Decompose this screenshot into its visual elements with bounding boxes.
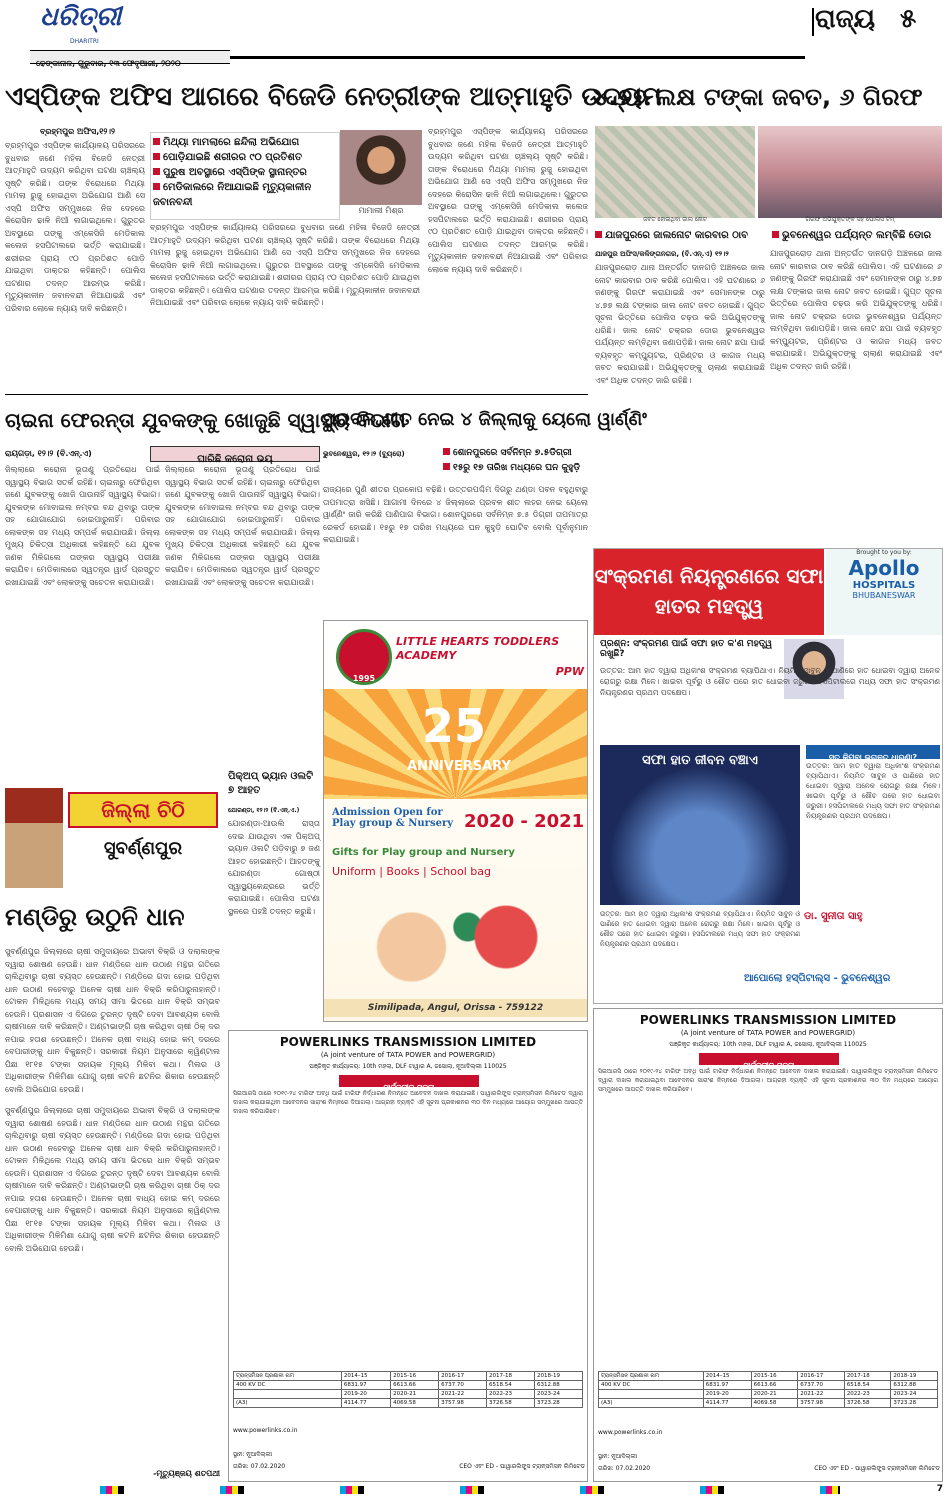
story2-photo-2 <box>758 126 942 218</box>
story1-bullet-4: ମେଡିକାଲରେ ନିଆଯାଇଛି ମୃତ୍ୟୁକାଳୀନ ଜବାନବନ୍ଦୀ <box>153 182 312 208</box>
table-cell: 3757.98 <box>439 1399 487 1408</box>
school-admission: Admission Open for Play group & Nursery <box>332 807 454 829</box>
notice-left-date: ତାରିଖ: 07.02.2020 <box>233 1463 286 1470</box>
table-cell: 2022-23 <box>487 1390 535 1399</box>
table-row <box>234 1372 583 1381</box>
school-badge-year: 1995 <box>352 674 376 683</box>
health-hospital: ଆପୋଲୋ ହସ୍ପିଟାଲ୍ସ - ଭୁବନେଶ୍ୱର <box>744 973 891 984</box>
notice-right-title-text: ସାର୍ବଜନୀନ ସୂଚନା <box>743 1061 795 1070</box>
school-address: Similipada, Angul, Orissa - 759122 <box>324 999 587 1017</box>
zilla-body: ସୁବର୍ଣ୍ଣପୁର ଜିଲ୍ଲାରେ ଚାଷୀ ସମୁଦାୟରେ ଅଭାବୀ ବିକ୍ରି ଓ ଦଲାଲଙ୍କ ଦ୍ୱାରା ଶୋଷଣ ହେଉଛି। ଧାନ ମଣ୍ଡିରେ ଧାନ ଉଠାଣ ମନ୍ଥର ଗତିରେ ଚାଲିଥିବାରୁ ଚାଷୀ ବ୍ୟସ୍ତ ହେଉଛନ୍ତି। ମଣ୍ଡିରେ ଗଦା ହୋଇ ପଡ଼ିଥିବା ଧାନ ଉଠାଣ ନହେବାରୁ ଅନେକ ଚାଷୀ ଧାନ ବିକ୍ରି କରିପାରୁନାହାନ୍ତି। ଟୋକନ ମିଳିଥିଲେ ମଧ୍ୟ ସମୟ ସୀମା ଭିତରେ ଧାନ ବିକ୍ରି ସମ୍ଭବ ହେଉନି। ପ୍ରଶାସନ ଏ ଦିଗରେ ତୁରନ୍ତ ଦୃଷ୍ଟି ଦେବା ଆବଶ୍ୟକ ବୋଲି ଚାଷୀମାନେ ଦାବି କରିଛନ୍ତି। ଅଣ୍ଟାଭାଙ୍ଗି ଚାଷ କରିଥିବା ଚାଷୀ ଠିକ୍ ଦର ନପାଇ ହତାଶ ହେଉଛନ୍ତି। ଅନେକ ଚାଷୀ ବାଧ୍ୟ ହୋଇ କମ୍ ଦରରେ ବେପାରୀଙ୍କୁ ଧାନ ବିକୁଛନ୍ତି। ସରକାରୀ ନିୟମ ଅନୁସାରେ କ୍ୱିଣ୍ଟାଲ ପିଛା ୧୮୧୫ ଟଙ୍କା ସହାୟକ ମୂଲ୍ୟ ମିଳିବା କଥା। ମିଲର ଓ ଅଧିକାରୀଙ୍କ ମିଳିମିଶା ଯୋଗୁ ଚାଷୀ କଟନି ଛଟନିର ଶିକାର ହେଉଛନ୍ତି ବୋଲି ଅଭିଯୋଗ ହେଉଛି। <box>5 947 220 1094</box>
notice-left-table <box>233 1371 583 1408</box>
table-row <box>234 1399 583 1408</box>
story2-body: ଯାଜପୁରରୋଡ଼ ଥାନା ଅନ୍ତର୍ଗତ ଦାନଗଡ଼ି ଅଞ୍ଚଳରେ ଜାଲ ନୋଟ କାରବାର ଠାବ କରିଛି ପୋଲିସ। ଏହି ଘଟଣାରେ ୬ ଜଣଙ୍କୁ ଗିରଫ କରାଯାଇଛି ଏବଂ ସେମାନଙ୍କ ଠାରୁ ୪.୭୭ ଲକ୍ଷ ଟଙ୍କାର ଜାଲ ନୋଟ ଜବତ ହୋଇଛି। ଗୁପ୍ତ ସୂଚନା ଭିତ୍ତିରେ ପୋଲିସ ଚଢ଼ଉ କରି ଅଭିଯୁକ୍ତଙ୍କୁ ଧରିଛି। ଜାଲ ନୋଟ ଚକ୍ରର ଡୋର ଭୁବନେଶ୍ୱର ପର୍ଯ୍ୟନ୍ତ ଲମ୍ବିଥିବା ଜଣାପଡ଼ିଛି। ଜାଲ ନୋଟ ଛପା ପାଇଁ ବ୍ୟବହୃତ କମ୍ପ୍ୟୁଟର, ପ୍ରିଣ୍ଟର ଓ କାଗଜ ମଧ୍ୟ ଜବତ କରାଯାଇଛି। ଅଭିଯୁକ୍ତଙ୍କୁ ଚାଲାଣ କରାଯାଇଛି ଏବଂ ଅଧିକ ତଦନ୍ତ ଜାରି ରହିଛି। <box>595 263 765 385</box>
story4-body: ରାଜ୍ୟରେ ପୁଣି ଶୀତର ପ୍ରକୋପ ବଢ଼ିଛି। ଉତ୍ତରପଶ୍ଚିମ ଦିଗରୁ ଥଣ୍ଡା ପବନ ବହୁଥିବାରୁ ତାପମାତ୍ରା ଖସିଛି। ଆଗାମୀ ଦିନରେ ୪ ଜିଲ୍ଲାରେ ପ୍ରବଳ ଶୀତ ଲହର ନେଇ ୟେଲୋ ୱାର୍ଣ୍ଣିଂ ଜାରି କରିଛି ପାଣିପାଗ ବିଭାଗ। ଶୋନପୁରରେ ସର୍ବନିମ୍ନ ୭.୫ ଡିଗ୍ରୀ ତାପମାତ୍ରା ରେକର୍ଡ ହୋଇଛି। ୧୫ରୁ ୧୭ ତାରିଖ ମଧ୍ୟରେ ଘନ କୁହୁଡ଼ି ଘୋଟିବ ବୋଲି ପୂର୍ବାନୁମାନ କରାଯାଇଛି। <box>323 485 588 544</box>
table-cell: 4114.77 <box>341 1399 390 1408</box>
story1-bullet-3: ପୁରୁଷ ଅବସ୍ଥାରେ ଏସ୍‌ପିଙ୍କ ସ୍ଥାନାନ୍ତର <box>153 165 337 180</box>
table-cell: 6613.66 <box>751 1381 798 1390</box>
table-cell: 2023-24 <box>891 1390 938 1399</box>
table-cell: 3723.28 <box>535 1399 583 1408</box>
story1-bullets <box>150 132 340 220</box>
table-cell: 6831.97 <box>703 1381 751 1390</box>
school-ad <box>323 620 588 1022</box>
table-cell: 3757.98 <box>798 1399 845 1408</box>
story4-bullet-2: ୧୫ରୁ ୧୭ ତାରିଖ ମଧ୍ୟରେ ଘନ କୁହୁଡ଼ି <box>443 461 588 476</box>
table-row <box>234 1381 583 1390</box>
zilla-title: ଜିଲ୍ଲା ଚିଠି <box>101 798 185 822</box>
health-ad <box>593 548 943 1004</box>
notice-right-body: ସିଇଆରସି ଠାରେ ୨୦୧୯-୨୪ ଟାରିଫ ଅବଧି ପାଇଁ ଟାରିଫ ନିର୍ଦ୍ଧାରଣ ନିମନ୍ତେ ଆବେଦନ ଦାଖଲ କରାଯାଇଛି। ପାୱାରଲିଙ୍କ୍ସ ଟ୍ରାନ୍ସମିସନ ଲିମିଟେଡ ଦ୍ୱାରା ଦାଖଲ କରାଯାଇଥିବା ଆବେଦନର ସାରାଂଶ ନିମ୍ନରେ ଦିଆଗଲା। ଆଗ୍ରହୀ ବ୍ୟକ୍ତି ଏହି ସୂଚନା ପ୍ରକାଶନର ୩୦ ଦିନ ମଧ୍ୟରେ ଆୟୋଗ ସମ୍ମୁଖରେ ଆପତ୍ତି ଦାଖଲ କରିପାରିବେ। <box>598 1068 938 1093</box>
table-cell <box>234 1390 342 1399</box>
table-cell: ଟ୍ରାନ୍ସମିସନ ପ୍ରଣାଳୀ ନାମ <box>599 1372 704 1381</box>
story1-bullet-2: ପୋଡ଼ିଯାଇଛି ଶରୀରର ୯୦ ପ୍ରତିଶତ <box>153 150 337 165</box>
story1-headline: ଏସ୍‌ପିଙ୍କ ଅଫିସ ଆଗରେ ବିଜେଡି ନେତ୍ରୀଙ୍କ ଆତ୍ମାହୁତି ଉଦ୍ୟମ <box>5 82 662 112</box>
story1-body: ବ୍ରହ୍ମପୁର ଏସ୍‌ପିଙ୍କ କାର୍ଯ୍ୟାଳୟ ପରିସରରେ ବୁଧବାର ଜଣେ ମହିଳା ବିଜେଡି ନେତ୍ରୀ ଆତ୍ମାହୁତି ଉଦ୍ୟମ କରିଥିବା ଘଟଣା ଚାଞ୍ଚଲ୍ୟ ସୃଷ୍ଟି କରିଛି। ତାଙ୍କ ବିରୋଧରେ ମିଥ୍ୟା ମାମଲା ରୁଜୁ ହୋଇଥିବା ଅଭିଯୋଗ ଆଣି ସେ ଏସ୍‌ପି ଅଫିସ ସମ୍ମୁଖରେ ନିଜ ଦେହରେ କିରୋସିନ ଢାଳି ନିଆଁ ଲଗାଇଥିଲେ। ଗୁରୁତର ଅବସ୍ଥାରେ ତାଙ୍କୁ ଏମ୍‌କେସିଜି ମେଡିକାଲ କଲେଜ ହସପିଟାଲରେ ଭର୍ତ୍ତି କରାଯାଇଛି। ଶରୀରର ପ୍ରାୟ ୯୦ ପ୍ରତିଶତ ପୋଡ଼ି ଯାଇଥିବା ଡାକ୍ତର କହିଛନ୍ତି। ପୋଲିସ ଘଟଣାର ତଦନ୍ତ ଆରମ୍ଭ କରିଛି। ମୃତ୍ୟୁକାଳୀନ ଜବାନବନ୍ଦୀ ନିଆଯାଇଛି ଏବଂ ପରିବାର ଲୋକେ ନ୍ୟାୟ ଦାବି କରିଛନ୍ତି। <box>5 141 145 313</box>
school-badge <box>336 629 392 685</box>
table-cell: 2021-22 <box>798 1390 845 1399</box>
notice-left-place: ସ୍ଥାନ: ନୂଆଦିଲ୍ଲୀ <box>233 1451 273 1458</box>
table-cell: 400 KV DC <box>234 1381 342 1390</box>
health-headline: ସଂକ୍ରମଣ ନିୟନ୍ତ୍ରଣରେ ସଫା ହାତର ମହତ୍ତ୍ୱ <box>594 564 824 618</box>
story2-headline: ୪.୭୭ ଲକ୍ଷ ଟଙ୍କା ଜବତ, ୬ ଗିରଫ <box>593 83 923 111</box>
table-cell: 6737.70 <box>798 1381 845 1390</box>
table-cell: 2019-20 <box>341 1390 390 1399</box>
table-cell: 400 KV DC <box>599 1381 704 1390</box>
apollo-city: BHUBANESWAR <box>852 591 916 600</box>
notice-right-date: ତାରିଖ: 07.02.2020 <box>598 1465 651 1472</box>
table-cell: 2022-23 <box>844 1390 891 1399</box>
table-cell <box>599 1390 704 1399</box>
story3-headline: ଚାଇନା ଫେରନ୍ତା ଯୁବକଙ୍କୁ ଖୋଜୁଛି ସ୍ୱାସ୍ଥ୍ୟ ବିଭାଗ <box>5 408 406 432</box>
notice-right-venture: (A joint venture of TATA POWER and POWERGRID) <box>680 1029 856 1037</box>
notice-left-company: POWERLINKS TRANSMISSION LIMITED <box>279 1035 537 1049</box>
story2-photo-1 <box>595 126 755 218</box>
notice-left-body: ସିଇଆରସି ଠାରେ ୨୦୧୯-୨୪ ଟାରିଫ ଅବଧି ପାଇଁ ଟାରିଫ ନିର୍ଦ୍ଧାରଣ ନିମନ୍ତେ ଆବେଦନ ଦାଖଲ କରାଯାଇଛି। ପାୱାରଲିଙ୍କ୍ସ ଟ୍ରାନ୍ସମିସନ ଲିମିଟେଡ ଦ୍ୱାରା ଦାଖଲ କରାଯାଇଥିବା ଆବେଦନର ସାରାଂଶ ନିମ୍ନରେ ଦିଆଗଲା। ଆଗ୍ରହୀ ବ୍ୟକ୍ତି ଏହି ସୂଚନା ପ୍ରକାଶନର ୩୦ ଦିନ ମଧ୍ୟରେ ଆୟୋଗ ସମ୍ମୁଖରେ ଆପତ୍ତି ଦାଖଲ କରିପାରିବେ। <box>233 1090 583 1115</box>
logo: ଧରିତ୍ରୀ <box>40 2 122 32</box>
health-qa-title: ସତ କିମ୍ବା ଭ୍ରାନ୍ତ ଧାରଣା? <box>828 753 918 762</box>
table-cell: 6737.70 <box>439 1381 487 1390</box>
section-title: ରାଜ୍ୟ <box>815 4 876 34</box>
story1-photo <box>340 130 422 205</box>
story1-photo-caption: ମାମାଲୀ ମିଶ୍ର <box>358 206 404 215</box>
apollo-brand-2: HOSPITALS <box>852 580 916 591</box>
story1-body-col2: ବ୍ରହ୍ମପୁର ଏସ୍‌ପିଙ୍କ କାର୍ଯ୍ୟାଳୟ ପରିସରରେ ବୁଧବାର ଜଣେ ମହିଳା ବିଜେଡି ନେତ୍ରୀ ଆତ୍ମାହୁତି ଉଦ୍ୟମ କରିଥିବା ଘଟଣା ଚାଞ୍ଚଲ୍ୟ ସୃଷ୍ଟି କରିଛି। ତାଙ୍କ ବିରୋଧରେ ମିଥ୍ୟା ମାମଲା ରୁଜୁ ହୋଇଥିବା ଅଭିଯୋଗ ଆଣି ସେ ଏସ୍‌ପି ଅଫିସ ସମ୍ମୁଖରେ ନିଜ ଦେହରେ କିରୋସିନ ଢାଳି ନିଆଁ ଲଗାଇଥିଲେ। ଗୁରୁତର ଅବସ୍ଥାରେ ତାଙ୍କୁ ଏମ୍‌କେସିଜି ମେଡିକାଲ କଲେଜ ହସପିଟାଲରେ ଭର୍ତ୍ତି କରାଯାଇଛି। ଶରୀରର ପ୍ରାୟ ୯୦ ପ୍ରତିଶତ ପୋଡ଼ି ଯାଇଥିବା ଡାକ୍ତର କହିଛନ୍ତି। ପୋଲିସ ଘଟଣାର ତଦନ୍ତ ଆରମ୍ଭ କରିଛି। ମୃତ୍ୟୁକାଳୀନ ଜବାନବନ୍ଦୀ ନିଆଯାଇଛି ଏବଂ ପରିବାର ଲୋକେ ନ୍ୟାୟ ଦାବି କରିଛନ୍ତି। <box>150 223 420 307</box>
health-qa-head <box>806 745 940 762</box>
school-anniversary: ANNIVERSARY <box>407 759 511 774</box>
notice-right-title <box>699 1053 839 1070</box>
table-cell: 2014–15 <box>703 1372 751 1381</box>
table-cell: ଟ୍ରାନ୍ସମିସନ ପ୍ରଣାଳୀ ନାମ <box>234 1372 342 1381</box>
story3-dateline: ରାୟଗଡ଼ା, ୧୨।୨ (ବି.ଏନ୍‌.ଏ) <box>5 449 92 458</box>
table-cell: 6613.66 <box>391 1381 439 1390</box>
health-poster-title: ସଫା ହାତ ଜୀବନ ବଞ୍ଚାଏ <box>642 753 758 768</box>
dateline-bar <box>30 50 230 68</box>
notice-left <box>228 1030 588 1482</box>
apollo-logo-box <box>826 549 942 635</box>
table-cell: 2020-21 <box>391 1390 439 1399</box>
health-doctor: ଡା. ସୁନୀତା ସାହୁ <box>804 911 863 922</box>
notice-right-signer: CEO ଏବଂ ED - ପାୱାରଲିଙ୍କ୍ସ ଟ୍ରାନ୍ସମିସନ ଲିମିଟେଡ <box>814 1465 940 1472</box>
short1-dateline: ଯୋରଣ୍ଡା, ୧୨।୨ (ବି.ଏନ୍‌.ଏ.) <box>228 807 300 814</box>
zilla-author: -ମୃତ୍ୟୁଞ୍ଜୟ ଶତପଥୀ <box>153 1469 220 1478</box>
footer-bar <box>0 1484 945 1497</box>
story2-dateline: ଯାଜପୁର ଅଫିସ/କଳିଙ୍ଗନଗର, (ବି.ଏନ୍‌.ଏ) ୧୨।୨ <box>595 250 729 258</box>
footer-page-num: 7 <box>936 1484 943 1494</box>
masthead <box>0 0 945 70</box>
logo-sub: DHARITRI <box>70 38 99 45</box>
school-gifts: Gifts for Play group and Nursery <box>332 847 515 858</box>
table-cell: 3726.58 <box>844 1399 891 1408</box>
story4-headline: ପ୍ରବଳ ଶୀତ ନେଇ ୪ ଜିଲ୍ଲାକୁ ୟେଲୋ ୱାର୍ଣ୍ଣିଂ <box>323 409 647 430</box>
health-poster <box>600 745 800 905</box>
health-banner <box>594 549 824 635</box>
apollo-brand: Apollo <box>848 556 920 580</box>
table-cell: 2014–15 <box>341 1372 390 1381</box>
divider <box>5 394 588 395</box>
story2-caption-1: ଜବତ ହୋଇଥିବା ଜାଲ ନୋଟ <box>643 216 707 223</box>
brought-by: Brought to you by: <box>856 549 912 556</box>
table-cell: 2018-19 <box>891 1372 938 1381</box>
notice-right <box>593 1008 943 1482</box>
table-cell: 4114.77 <box>703 1399 751 1408</box>
story2-caption-2: ଗିରଫ ଅଭିଯୁକ୍ତଙ୍କ ସହ ପୋଲିସ ଟିମ୍ <box>805 216 895 223</box>
notice-left-title-text: ସାର୍ବଜନୀନ ସୂଚନା <box>383 1083 435 1092</box>
school-session: 2020 - 2021 <box>464 811 585 832</box>
notice-left-signer: CEO ଏବଂ ED - ପାୱାରଲିଙ୍କ୍ସ ଟ୍ରାନ୍ସମିସନ ଲିମିଟେଡ <box>459 1463 585 1470</box>
story4-bullet-1: ଶୋନପୁରରେ ସର୍ବନିମ୍ନ ୭.୫ଡିଗ୍ରୀ <box>443 446 588 461</box>
table-cell: 2017-18 <box>844 1372 891 1381</box>
health-qa-body: ଉତ୍ତର: ଆମ ହାତ ଦ୍ୱାରା ଅଧିକାଂଶ ସଂକ୍ରମଣ ବ୍ୟାପିଥାଏ। ନିୟମିତ ସାବୁନ ଓ ପାଣିରେ ହାତ ଧୋଇବା ଦ୍ୱାରା ଅନେକ ରୋଗରୁ ରକ୍ଷା ମିଳେ। ଖାଇବା ପୂର୍ବରୁ ଓ ଶୌଚ ପରେ ହାତ ଧୋଇବା ଜରୁରୀ। ହସପିଟାଲରେ ମଧ୍ୟ ସଫା ହାତ ସଂକ୍ରମଣ ନିୟନ୍ତ୍ରଣର ପ୍ରଥମ ପଦକ୍ଷେପ। <box>806 762 940 820</box>
table-cell: 6518.54 <box>487 1381 535 1390</box>
story3-body: ଜିଲ୍ଲାରେ କରୋନା ଭୂତାଣୁ ପ୍ରତିରୋଧ ପାଇଁ ସ୍ୱାସ୍ଥ୍ୟ ବିଭାଗ ସତର୍କ ରହିଛି। ଚାଇନାରୁ ଫେରିଥିବା ଜଣେ ଯୁବକଙ୍କୁ ଖୋଜି ପାଉନାହିଁ ସ୍ୱାସ୍ଥ୍ୟ ବିଭାଗ। ଯୁବକଙ୍କ ମୋବାଇଲ ନମ୍ବର ବନ୍ଦ ଥିବାରୁ ତାଙ୍କ ସହ ଯୋଗାଯୋଗ ହୋଇପାରୁନାହିଁ। ପରିବାର ଲୋକଙ୍କ ସହ ମଧ୍ୟ ସମ୍ପର୍କ କରାଯାଉଛି। ଜିଲ୍ଲା ମୁଖ୍ୟ ଚିକିତ୍ସା ଅଧିକାରୀ କହିଛନ୍ତି ଯେ ଯୁବକ ଜଣକ ମିଳିଗଲେ ତାଙ୍କର ସ୍ୱାସ୍ଥ୍ୟ ପରୀକ୍ଷା କରାଯିବ। ମେଡିକାଲରେ ସ୍ୱତନ୍ତ୍ର ୱାର୍ଡ ପ୍ରସ୍ତୁତ ରଖାଯାଇଛି ଏବଂ ଲୋକଙ୍କୁ ସଚେତନ କରାଯାଉଛି। <box>5 465 160 587</box>
school-name: LITTLE HEARTS TODDLERS ACADEMY <box>396 635 560 662</box>
notice-left-address: ପଞ୍ଜିକୃତ କାର୍ଯ୍ୟାଳୟ: 10th ମହଲା, DLF ଟାୱାର A, ଜସୋଲା, ନୂଆଦିଲ୍ଲୀ 110025 <box>309 1063 507 1070</box>
story3-tag <box>150 446 320 465</box>
table-cell: 2021-22 <box>439 1390 487 1399</box>
school-years: 25 <box>421 699 486 753</box>
notice-right-web: www.powerlinks.co.in <box>598 1429 663 1436</box>
story1-body-col3: ବ୍ରହ୍ମପୁର ଏସ୍‌ପିଙ୍କ କାର୍ଯ୍ୟାଳୟ ପରିସରରେ ବୁଧବାର ଜଣେ ମହିଳା ବିଜେଡି ନେତ୍ରୀ ଆତ୍ମାହୁତି ଉଦ୍ୟମ କରିଥିବା ଘଟଣା ଚାଞ୍ଚଲ୍ୟ ସୃଷ୍ଟି କରିଛି। ତାଙ୍କ ବିରୋଧରେ ମିଥ୍ୟା ମାମଲା ରୁଜୁ ହୋଇଥିବା ଅଭିଯୋଗ ଆଣି ସେ ଏସ୍‌ପି ଅଫିସ ସମ୍ମୁଖରେ ନିଜ ଦେହରେ କିରୋସିନ ଢାଳି ନିଆଁ ଲଗାଇଥିଲେ। ଗୁରୁତର ଅବସ୍ଥାରେ ତାଙ୍କୁ ଏମ୍‌କେସିଜି ମେଡିକାଲ କଲେଜ ହସପିଟାଲରେ ଭର୍ତ୍ତି କରାଯାଇଛି। ଶରୀରର ପ୍ରାୟ ୯୦ ପ୍ରତିଶତ ପୋଡ଼ି ଯାଇଥିବା ଡାକ୍ତର କହିଛନ୍ତି। ପୋଲିସ ଘଟଣାର ତଦନ୍ତ ଆରମ୍ଭ କରିଛି। ମୃତ୍ୟୁକାଳୀନ ଜବାନବନ୍ଦୀ ନିଆଯାଇଛି ଏବଂ ପରିବାର ଲୋକେ ନ୍ୟାୟ ଦାବି କରିଛନ୍ତି। <box>428 127 588 274</box>
zilla-banner <box>68 792 218 828</box>
table-cell: 2018-19 <box>535 1372 583 1381</box>
table-cell: 4069.58 <box>751 1399 798 1408</box>
story3-body-col2: ଜିଲ୍ଲାରେ କରୋନା ଭୂତାଣୁ ପ୍ରତିରୋଧ ପାଇଁ ସ୍ୱାସ୍ଥ୍ୟ ବିଭାଗ ସତର୍କ ରହିଛି। ଚାଇନାରୁ ଫେରିଥିବା ଜଣେ ଯୁବକଙ୍କୁ ଖୋଜି ପାଉନାହିଁ ସ୍ୱାସ୍ଥ୍ୟ ବିଭାଗ। ଯୁବକଙ୍କ ମୋବାଇଲ ନମ୍ବର ବନ୍ଦ ଥିବାରୁ ତାଙ୍କ ସହ ଯୋଗାଯୋଗ ହୋଇପାରୁନାହିଁ। ପରିବାର ଲୋକଙ୍କ ସହ ମଧ୍ୟ ସମ୍ପର୍କ କରାଯାଉଛି। ଜିଲ୍ଲା ମୁଖ୍ୟ ଚିକିତ୍ସା ଅଧିକାରୀ କହିଛନ୍ତି ଯେ ଯୁବକ ଜଣକ ମିଳିଗଲେ ତାଙ୍କର ସ୍ୱାସ୍ଥ୍ୟ ପରୀକ୍ଷା କରାଯିବ। ମେଡିକାଲରେ ସ୍ୱତନ୍ତ୍ର ୱାର୍ଡ ପ୍ରସ୍ତୁତ ରଖାଯାଇଛି ଏବଂ ଲୋକଙ୍କୁ ସଚେତନ କରାଯାଉଛି। <box>165 465 320 587</box>
table-row <box>599 1399 938 1408</box>
table-cell: 2023-24 <box>535 1390 583 1399</box>
table-cell: 3726.58 <box>487 1399 535 1408</box>
story1-bullet-1: ମିଥ୍ୟା ମାମଲାରେ ଛନ୍ଦିଲା ଅଭିଯୋଗ <box>153 135 337 150</box>
table-cell: 2017-18 <box>487 1372 535 1381</box>
notice-right-place: ସ୍ଥାନ: ନୂଆଦିଲ୍ଲୀ <box>598 1453 638 1460</box>
health-body: ଉତ୍ତର: ଆମ ହାତ ଦ୍ୱାରା ଅଧିକାଂଶ ସଂକ୍ରମଣ ବ୍ୟାପିଥାଏ। ନିୟମିତ ସାବୁନ ଓ ପାଣିରେ ହାତ ଧୋଇବା ଦ୍ୱାରା ଅନେକ ରୋଗରୁ ରକ୍ଷା ମିଳେ। ଖାଇବା ପୂର୍ବରୁ ଓ ଶୌଚ ପରେ ହାତ ଧୋଇବା ଜରୁରୀ। ହସପିଟାଲରେ ମଧ୍ୟ ସଫା ହାତ ସଂକ୍ରମଣ ନିୟନ୍ତ୍ରଣର ପ୍ରଥମ ପଦକ୍ଷେପ। <box>600 666 940 697</box>
table-cell: 6518.54 <box>844 1381 891 1390</box>
masthead-rule <box>230 56 805 59</box>
table-cell: 2019-20 <box>703 1390 751 1399</box>
story4-dateline: ଭୁବନେଶ୍ୱର, ୧୨।୨ (ବ୍ୟୁରୋ) <box>323 450 405 458</box>
zilla-body-cont: ସୁବର୍ଣ୍ଣପୁର ଜିଲ୍ଲାରେ ଚାଷୀ ସମୁଦାୟରେ ଅଭାବୀ ବିକ୍ରି ଓ ଦଲାଲଙ୍କ ଦ୍ୱାରା ଶୋଷଣ ହେଉଛି। ଧାନ ମଣ୍ଡିରେ ଧାନ ଉଠାଣ ମନ୍ଥର ଗତିରେ ଚାଲିଥିବାରୁ ଚାଷୀ ବ୍ୟସ୍ତ ହେଉଛନ୍ତି। ମଣ୍ଡିରେ ଗଦା ହୋଇ ପଡ଼ିଥିବା ଧାନ ଉଠାଣ ନହେବାରୁ ଅନେକ ଚାଷୀ ଧାନ ବିକ୍ରି କରିପାରୁନାହାନ୍ତି। ଟୋକନ ମିଳିଥିଲେ ମଧ୍ୟ ସମୟ ସୀମା ଭିତରେ ଧାନ ବିକ୍ରି ସମ୍ଭବ ହେଉନି। ପ୍ରଶାସନ ଏ ଦିଗରେ ତୁରନ୍ତ ଦୃଷ୍ଟି ଦେବା ଆବଶ୍ୟକ ବୋଲି ଚାଷୀମାନେ ଦାବି କରିଛନ୍ତି। ଅଣ୍ଟାଭାଙ୍ଗି ଚାଷ କରିଥିବା ଚାଷୀ ଠିକ୍ ଦର ନପାଇ ହତାଶ ହେଉଛନ୍ତି। ଅନେକ ଚାଷୀ ବାଧ୍ୟ ହୋଇ କମ୍ ଦରରେ ବେପାରୀଙ୍କୁ ଧାନ ବିକୁଛନ୍ତି। ସରକାରୀ ନିୟମ ଅନୁସାରେ କ୍ୱିଣ୍ଟାଲ ପିଛା ୧୮୧୫ ଟଙ୍କା ସହାୟକ ମୂଲ୍ୟ ମିଳିବା କଥା। ମିଲର ଓ ଅଧିକାରୀଙ୍କ ମିଳିମିଶା ଯୋଗୁ ଚାଷୀ କଟନି ଛଟନିର ଶିକାର ହେଉଛନ୍ତି ବୋଲି ଅଭିଯୋଗ ହେଉଛି। <box>5 1106 220 1253</box>
short1-body: ଯୋରଣ୍ଡା-ଆଉଲି ରାସ୍ତା ଦେଇ ଯାଉଥିବା ଏକ ପିକ୍‌ଅପ୍ ଭ୍ୟାନ ଓଲଟି ପଡ଼ିବାରୁ ୭ ଜଣ ଆହତ ହୋଇଛନ୍ତି। ଆହତଙ୍କୁ ଯୋରଣ୍ଡା ଗୋଷ୍ଠୀ ସ୍ୱାସ୍ଥ୍ୟକେନ୍ଦ୍ରରେ ଭର୍ତ୍ତି କରାଯାଇଛି। ପୋଲିସ ଘଟଣା ସ୍ଥଳରେ ପହଞ୍ଚି ତଦନ୍ତ କରୁଛି। <box>228 819 320 916</box>
table-row <box>599 1390 938 1399</box>
notice-right-address: ପଞ୍ଜିକୃତ କାର୍ଯ୍ୟାଳୟ: 10th ମହଲା, DLF ଟାୱାର A, ଜସୋଲା, ନୂଆଦିଲ୍ଲୀ 110025 <box>669 1041 867 1048</box>
table-cell: 2020-21 <box>751 1390 798 1399</box>
short1-headline: ପିକ୍‌ଅପ୍ ଭ୍ୟାନ ଓଲଟି ୭ ଆହତ <box>228 771 314 796</box>
notice-left-title <box>339 1075 479 1092</box>
table-cell: (A3) <box>234 1399 342 1408</box>
page-number: ୫ <box>900 4 917 34</box>
school-illustration <box>344 887 569 987</box>
notice-left-venture: (A joint venture of TATA POWER and POWERGRID) <box>320 1051 496 1059</box>
section-rule <box>812 8 814 36</box>
dateline: ଢେଙ୍କାନାଳ, ଗୁରୁବାର, ୧୩ ଫେବୃଆରୀ, ୨୦୨୦ <box>36 59 181 68</box>
story2-body-col2: ଯାଜପୁରରୋଡ଼ ଥାନା ଅନ୍ତର୍ଗତ ଦାନଗଡ଼ି ଅଞ୍ଚଳରେ ଜାଲ ନୋଟ କାରବାର ଠାବ କରିଛି ପୋଲିସ। ଏହି ଘଟଣାରେ ୬ ଜଣଙ୍କୁ ଗିରଫ କରାଯାଇଛି ଏବଂ ସେମାନଙ୍କ ଠାରୁ ୪.୭୭ ଲକ୍ଷ ଟଙ୍କାର ଜାଲ ନୋଟ ଜବତ ହୋଇଛି। ଗୁପ୍ତ ସୂଚନା ଭିତ୍ତିରେ ପୋଲିସ ଚଢ଼ଉ କରି ଅଭିଯୁକ୍ତଙ୍କୁ ଧରିଛି। ଜାଲ ନୋଟ ଚକ୍ରର ଡୋର ଭୁବନେଶ୍ୱର ପର୍ଯ୍ୟନ୍ତ ଲମ୍ବିଥିବା ଜଣାପଡ଼ିଛି। ଜାଲ ନୋଟ ଛପା ପାଇଁ ବ୍ୟବହୃତ କମ୍ପ୍ୟୁଟର, ପ୍ରିଣ୍ଟର ଓ କାଗଜ ମଧ୍ୟ ଜବତ କରାଯାଇଛି। ଅଭିଯୁକ୍ତଙ୍କୁ ଚାଲାଣ କରାଯାଇଛି ଏବଂ ଅଧିକ ତଦନ୍ତ ଜାରି ରହିଛି। <box>770 249 942 371</box>
notice-right-table <box>598 1371 938 1408</box>
notice-left-web: www.powerlinks.co.in <box>233 1427 298 1434</box>
registration-marks <box>100 1486 840 1494</box>
table-cell: 4069.58 <box>391 1399 439 1408</box>
story3-tag-text: ଘାରିଛି କରୋନା ଭୟ <box>197 454 273 465</box>
table-cell: (A3) <box>599 1399 704 1408</box>
table-cell: 2015-16 <box>751 1372 798 1381</box>
table-cell: 2016-17 <box>798 1372 845 1381</box>
table-cell: 6831.97 <box>341 1381 390 1390</box>
school-suffix: PPW <box>555 665 584 678</box>
story4-bullets <box>443 446 588 484</box>
table-cell: 6312.88 <box>535 1381 583 1390</box>
notice-right-company: POWERLINKS TRANSMISSION LIMITED <box>639 1013 897 1027</box>
zilla-district: ସୁବର୍ଣ୍ଣପୁର <box>103 838 183 859</box>
zilla-photo <box>5 788 63 888</box>
story2-tag-1: ଯାଜପୁରରେ ଜାଲନୋଟ କାରବାର ଠାବ <box>595 228 770 244</box>
table-row <box>599 1381 938 1390</box>
health-question: ପ୍ରଶ୍ନ: ସଂକ୍ରମଣ ପାଇଁ ସଫା ହାତ କ'ଣ ମହତ୍ତ୍ୱ ରଖୁଛି? <box>600 639 772 659</box>
story2-tag-2: ଭୁବନେଶ୍ୱର ପର୍ଯ୍ୟନ୍ତ ଲମ୍ବିଛି ଡୋର <box>772 228 944 244</box>
table-cell: 6312.88 <box>891 1381 938 1390</box>
table-cell: 2016-17 <box>439 1372 487 1381</box>
table-cell: 3723.28 <box>891 1399 938 1408</box>
story1-dateline: ବ୍ରହ୍ମପୁର ଅଫିସ,୧୨।୨ <box>40 127 115 136</box>
table-row <box>599 1372 938 1381</box>
table-cell: 2015-16 <box>391 1372 439 1381</box>
school-items: Uniform | Books | School bag <box>332 865 491 878</box>
health-footer-text: ଉତ୍ତର: ଆମ ହାତ ଦ୍ୱାରା ଅଧିକାଂଶ ସଂକ୍ରମଣ ବ୍ୟାପିଥାଏ। ନିୟମିତ ସାବୁନ ଓ ପାଣିରେ ହାତ ଧୋଇବା ଦ୍ୱାରା ଅନେକ ରୋଗରୁ ରକ୍ଷା ମିଳେ। ଖାଇବା ପୂର୍ବରୁ ଓ ଶୌଚ ପରେ ହାତ ଧୋଇବା ଜରୁରୀ। ହସପିଟାଲରେ ମଧ୍ୟ ସଫା ହାତ ସଂକ୍ରମଣ ନିୟନ୍ତ୍ରଣର ପ୍ରଥମ ପଦକ୍ଷେପ। <box>600 910 800 948</box>
zilla-headline: ମଣ୍ଡିରୁ ଉଠୁନି ଧାନ <box>5 903 185 931</box>
table-row <box>234 1390 583 1399</box>
